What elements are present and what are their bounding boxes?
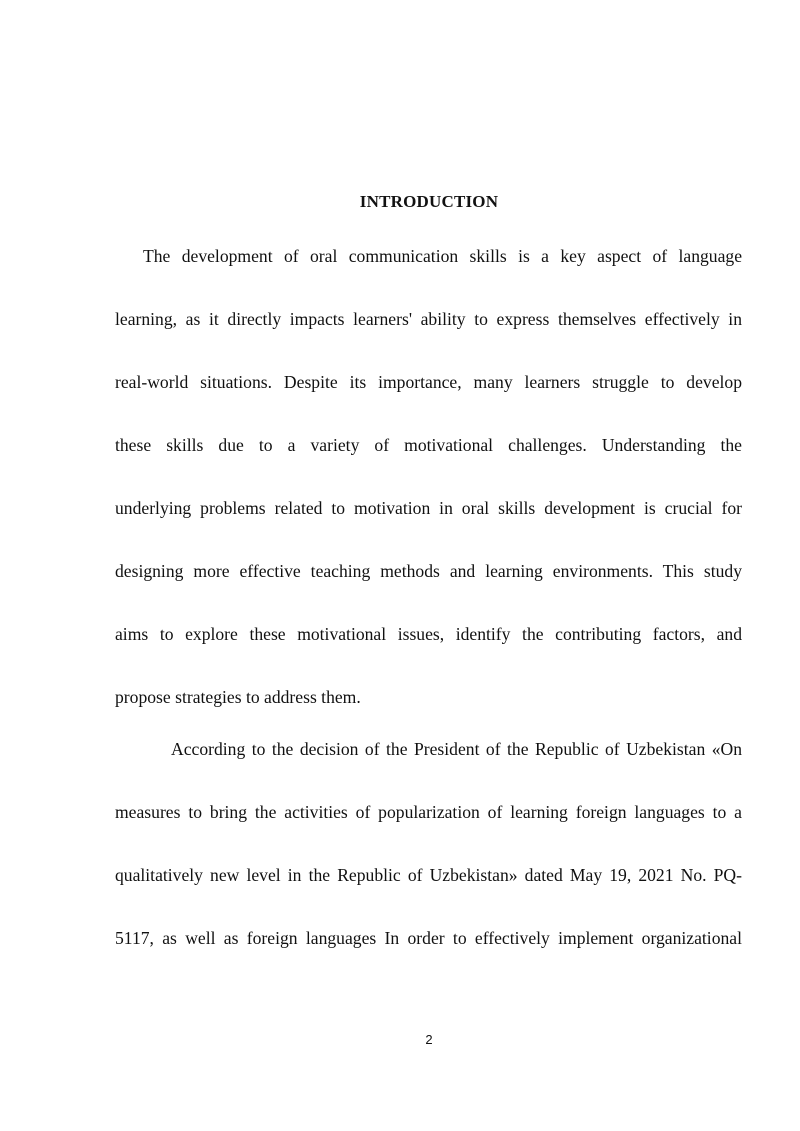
paragraph1-line-2: learning, as it directly impacts learners' ability to express themselves effectively in — [115, 309, 742, 329]
paragraph2-line-2: measures to bring the activities of popularization of learning foreign languages to a — [115, 802, 742, 822]
page-number: 2 — [425, 1032, 433, 1047]
paragraph1-line-4: these skills due to a variety of motivational challenges. Understanding the — [115, 435, 742, 455]
paragraph1-line-8: propose strategies to address them. — [115, 687, 361, 707]
paragraph2-line-3: qualitatively new level in the Republic of Uzbekistan» dated May 19, 2021 No. PQ- — [115, 865, 742, 885]
paragraph1-line-1: The development of oral communication skills is a key aspect of language — [143, 246, 742, 266]
paragraph1-line-7: aims to explore these motivational issues, identify the contributing factors, and — [115, 624, 742, 644]
paragraph1-line-5: underlying problems related to motivation in oral skills development is crucial for — [115, 498, 742, 518]
section-heading: INTRODUCTION — [359, 192, 499, 211]
paragraph1-line-6: designing more effective teaching methods and learning environments. This study — [115, 561, 742, 581]
paragraph1-line-3: real-world situations. Despite its importance, many learners struggle to develop — [115, 372, 742, 392]
paragraph2-line-4: 5117, as well as foreign languages In order to effectively implement organizational — [115, 928, 742, 948]
paragraph2-line-1: According to the decision of the President of the Republic of Uzbekistan «On — [171, 739, 742, 759]
